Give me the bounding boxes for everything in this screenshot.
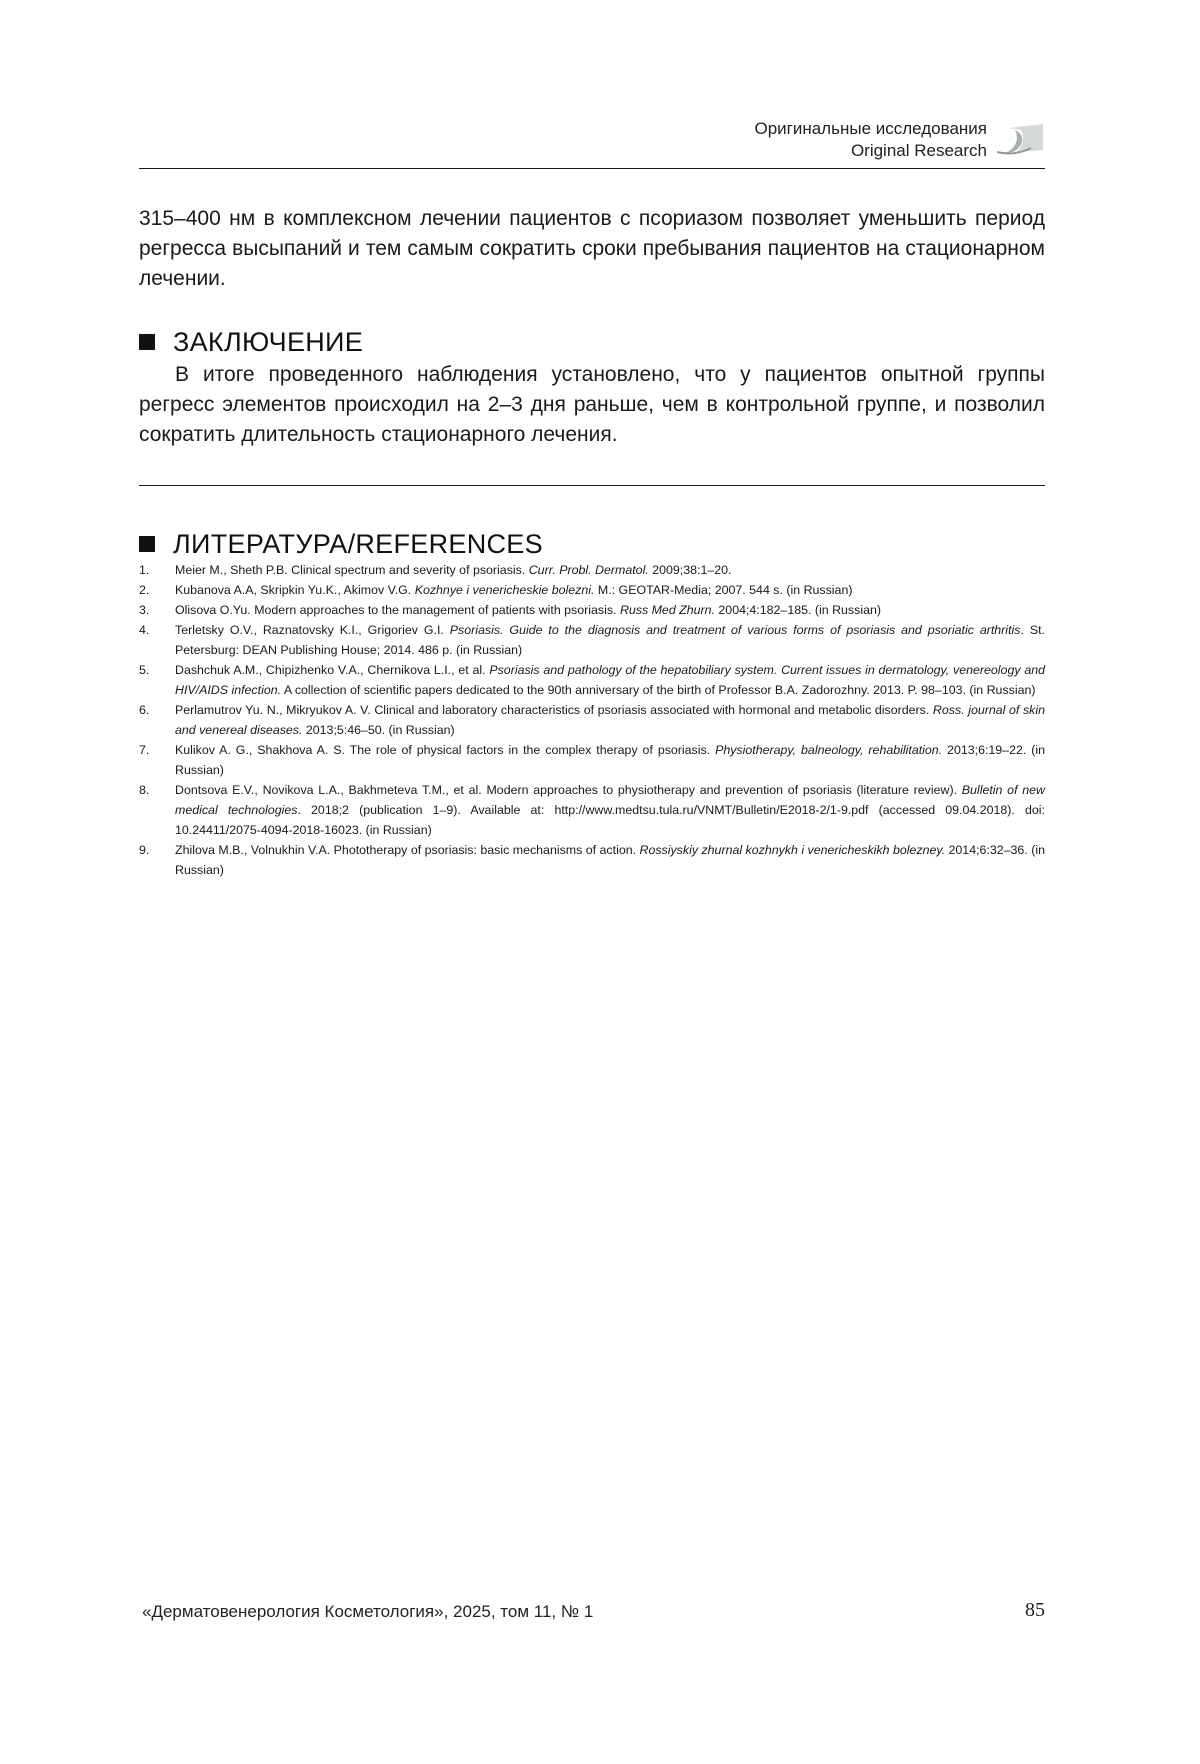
reference-text: Terletsky O.V., Raznatovsky K.I., Grigoriev G.I. bbox=[175, 623, 450, 637]
page-number: 85 bbox=[1025, 1598, 1045, 1622]
reference-text: Perlamutrov Yu. N., Mikryukov A. V. Clinical and laboratory characteristics of psoriasis associated with hormonal and metabolic disorders. bbox=[175, 703, 933, 717]
reference-number: 5. bbox=[139, 660, 149, 680]
reference-text: Zhilova M.B., Volnukhin V.A. Phototherapy of psoriasis: basic mechanisms of action. bbox=[175, 843, 640, 857]
reference-number: 7. bbox=[139, 740, 149, 760]
section-titles bbox=[754, 118, 987, 162]
section-divider bbox=[139, 485, 1045, 486]
reference-number: 2. bbox=[139, 580, 149, 600]
reference-item bbox=[139, 580, 1045, 600]
reference-source: Bulletin of new medical technologies bbox=[175, 783, 1045, 817]
reference-number: 1. bbox=[139, 560, 149, 580]
reference-number: 3. bbox=[139, 600, 149, 620]
section-title-en: Original Research bbox=[754, 140, 987, 162]
reference-text: Dontsova E.V., Novikova L.A., Bakhmeteva T.M., et al. Modern approaches to physiotherapy and prevention of psoriasis (literature review). bbox=[175, 783, 962, 797]
reference-source: Kozhnye i venericheskie bolezni. bbox=[415, 583, 595, 597]
references-heading-text: ЛИТЕРАТУРА/REFERENCES bbox=[173, 528, 543, 560]
reference-source: Psoriasis. Guide to the diagnosis and treatment of various forms of psoriasis and psoriatic arthritis bbox=[450, 623, 1021, 637]
reference-item bbox=[139, 660, 1045, 700]
reference-details: 2014;6:32–36. (in Russian) bbox=[175, 843, 1045, 877]
reference-item bbox=[139, 700, 1045, 740]
leaf-swoosh-icon bbox=[995, 122, 1045, 156]
reference-item bbox=[139, 620, 1045, 660]
footer-journal-citation: «Дерматовенерология Косметология», 2025, том 11, № 1 bbox=[142, 1601, 593, 1623]
reference-details: 2013;6:19–22. (in Russian) bbox=[175, 743, 1045, 777]
reference-number: 8. bbox=[139, 780, 149, 800]
reference-details: 2004;4:182–185. (in Russian) bbox=[715, 603, 881, 617]
reference-list bbox=[139, 560, 1045, 880]
reference-text: Dashchuk A.M., Chipizhenko V.A., Chernikova L.I., et al. bbox=[175, 663, 489, 677]
reference-details: . 2018;2 (publication 1–9). Available at: http://www.medtsu.tula.ru/VNMT/Bulletin/E2018-2/1-9.pdf (accessed 09.04.2018). doi: 10.24411/2075-4094-2018-16023. (in Russian) bbox=[175, 803, 1045, 837]
reference-source: Russ Med Zhurn. bbox=[620, 603, 715, 617]
reference-number: 9. bbox=[139, 840, 149, 860]
reference-text: Kubanova A.A, Skripkin Yu.K., Akimov V.G. bbox=[175, 583, 415, 597]
reference-text: Meier M., Sheth P.B. Clinical spectrum and severity of psoriasis. bbox=[175, 563, 529, 577]
journal-page bbox=[0, 0, 1200, 1764]
reference-details: . St. Petersburg: DEAN Publishing House; 2014. 486 p. (in Russian) bbox=[175, 623, 1045, 657]
reference-item bbox=[139, 840, 1045, 880]
reference-details: A collection of scientific papers dedicated to the 90th anniversary of the birth of Professor B.A. Zadorozhny. 2013. P. 98–103. (in Russian) bbox=[281, 683, 1035, 697]
reference-text: Olisova O.Yu. Modern approaches to the management of patients with psoriasis. bbox=[175, 603, 620, 617]
reference-details: 2013;5:46–50. (in Russian) bbox=[302, 723, 454, 737]
reference-source: Curr. Probl. Dermatol. bbox=[529, 563, 649, 577]
intro-paragraph: 315–400 нм в комплексном лечении пациентов с псориазом позволяет уменьшить период регресса высыпаний и тем самым сократить сроки пребывания пациентов на стационарном лечении. bbox=[139, 204, 1045, 294]
reference-source: Psoriasis and pathology of the hepatobiliary system. Current issues in dermatology, venereology and HIV/AIDS infection. bbox=[175, 663, 1045, 697]
reference-details: 2009;38:1–20. bbox=[649, 563, 732, 577]
reference-source: Physiotherapy, balneology, rehabilitation. bbox=[715, 743, 942, 757]
reference-number: 4. bbox=[139, 620, 149, 640]
reference-number: 6. bbox=[139, 700, 149, 720]
conclusion-heading bbox=[139, 326, 1045, 358]
reference-source: Ross. journal of skin and venereal diseases. bbox=[175, 703, 1045, 737]
reference-item bbox=[139, 560, 1045, 580]
square-bullet-icon bbox=[139, 536, 155, 552]
reference-item bbox=[139, 740, 1045, 780]
reference-details: M.: GEOTAR-Media; 2007. 544 s. (in Russian) bbox=[594, 583, 852, 597]
reference-source: Rossiyskiy zhurnal kozhnykh i venericheskikh bolezney. bbox=[640, 843, 946, 857]
reference-item bbox=[139, 600, 1045, 620]
running-header bbox=[139, 118, 1045, 169]
reference-item bbox=[139, 780, 1045, 840]
references-heading bbox=[139, 528, 1045, 560]
reference-text: Kulikov A. G., Shakhova A. S. The role of physical factors in the complex therapy of psoriasis. bbox=[175, 743, 715, 757]
section-title-ru: Оригинальные исследования bbox=[754, 118, 987, 140]
conclusion-paragraph: В итоге проведенного наблюдения установлено, что у пациентов опытной группы регресс элементов происходил на 2–3 дня раньше, чем в контрольной группе, и позволил сократить длительность стационарного лечения. bbox=[139, 360, 1045, 450]
conclusion-heading-text: ЗАКЛЮЧЕНИЕ bbox=[173, 326, 363, 358]
square-bullet-icon bbox=[139, 334, 155, 350]
